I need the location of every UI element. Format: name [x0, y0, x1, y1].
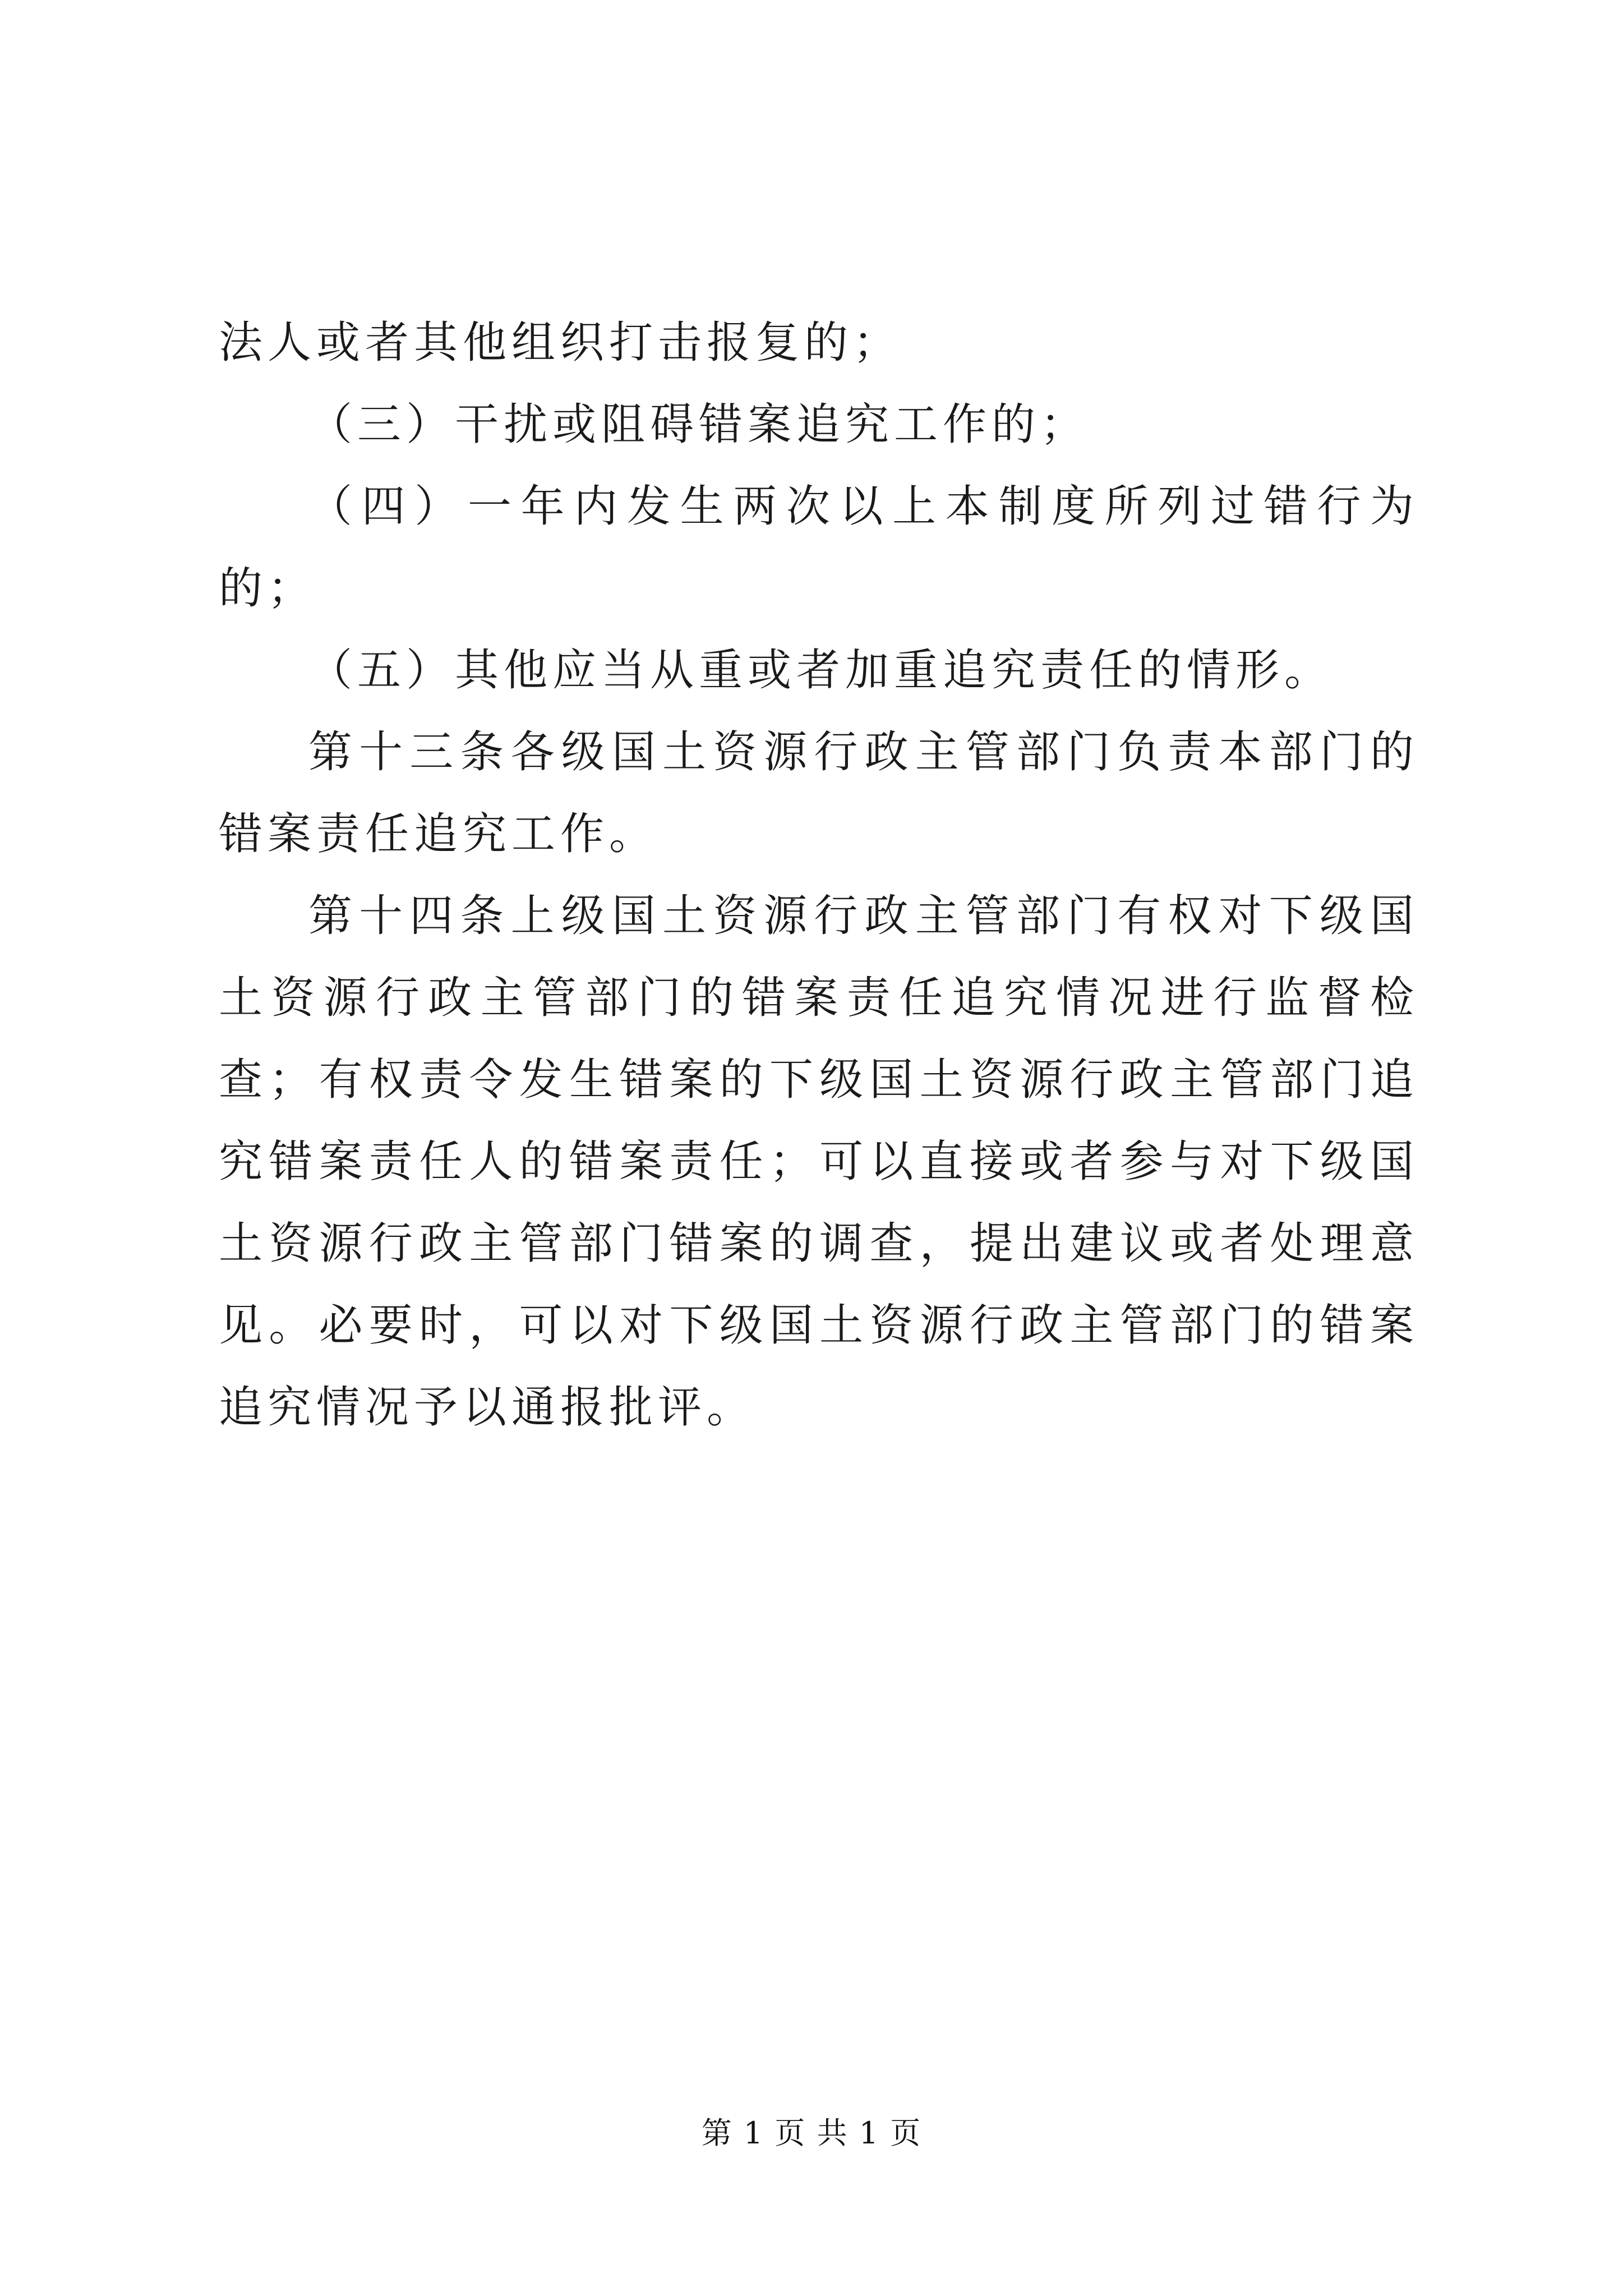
page-footer: 第 1 页 共 1 页: [701, 2115, 922, 2151]
paragraph-item-5: （五）其他应当从重或者加重追究责任的情形。: [308, 645, 1334, 696]
paragraph-article-14: 第十四条上级国土资源行政主管部门有权对下级国土资源行政主管部门的错案责任追究情况进行监督检查；有权责令发生错案的下级国土资源行政主管部门追究错案责任人的错案责任；可以直接或者参与对下级国土资源行政主管部门错案的调查，提出建议或者处理意见。必要时，可以对下级国土资源行政主管部门的错案追究情况予以通报批评。: [219, 891, 1419, 1433]
paragraph-continuation: 法人或者其他组织打击报复的；: [219, 318, 902, 368]
document-body: [219, 302, 1419, 1448]
paragraph-item-3: （三）干扰或阻碍错案追究工作的；: [308, 399, 1090, 450]
paragraph-item-4: （四）一年内发生两次以上本制度所列过错行为的；: [219, 481, 1419, 614]
paragraph-article-13: 第十三条各级国土资源行政主管部门负责本部门的错案责任追究工作。: [219, 727, 1419, 859]
